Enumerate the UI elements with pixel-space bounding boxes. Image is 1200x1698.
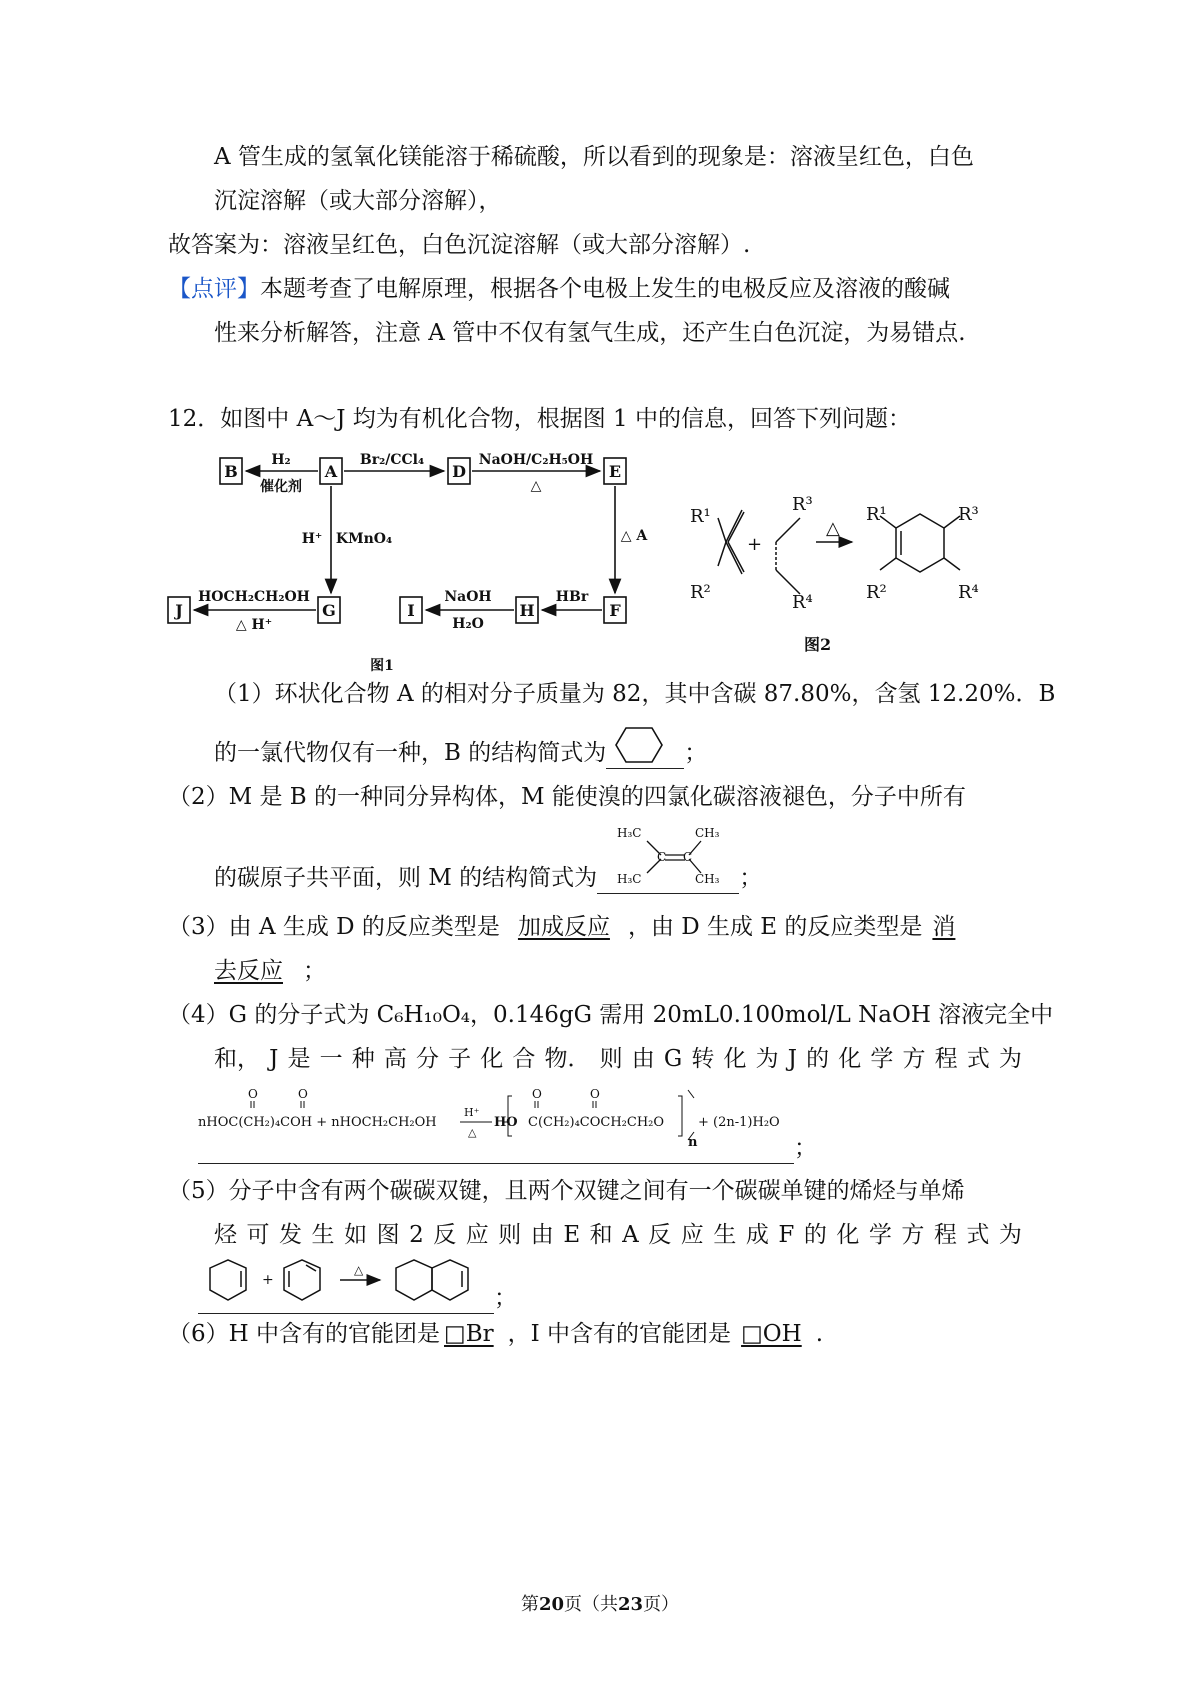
q4-word: G [663,1046,683,1072]
q1-answer-blank [606,738,684,769]
f2-r4-left: R⁴ [792,592,813,613]
q6-text-1: （6）H 中含有的官能团是 [168,1321,441,1347]
q6-text-2: ，I 中含有的官能团是 [507,1321,732,1347]
q4-word: 学 [870,1046,894,1072]
q3-line-1 [168,911,955,943]
label-kmno4: KMnO₄ [335,531,393,547]
q5-word: A [622,1222,639,1248]
q5-word: 为 [998,1222,1022,1248]
f2-r3-left: R³ [792,494,813,515]
node-f: F [609,601,621,620]
q3-text-2: ，由 D 生成 E 的反应类型是 [627,914,923,940]
q4-word: 高 [383,1046,407,1072]
q4-word: 由 [631,1046,655,1072]
q5-word: 学 [868,1222,892,1248]
eq5-heat: △ [354,1263,364,1277]
text-line-1: A 管生成的氢氧化镁能溶于稀硫酸，所以看到的现象是：溶液呈红色，白色 [214,144,974,170]
q6-line [168,1318,823,1350]
q4-word: 方 [902,1046,926,1072]
label-hbr: HBr [555,589,589,605]
m-h3c-bottom: H₃C [617,872,642,886]
q5-line-1: （5）分子中含有两个碳碳双键，且两个双键之间有一个碳碳单键的烯烃与单烯 [168,1178,965,1204]
eq4-o-4: O [590,1087,600,1101]
q5-word: E [563,1222,581,1248]
label-heat-a: △ A [620,528,648,544]
q5-word: F [778,1222,795,1248]
q4-word: J [269,1046,279,1072]
m-ch3-bottom: CH₃ [695,872,720,886]
q6-answer-1: □Br [444,1321,494,1347]
q2-answer-blank [597,826,739,894]
q6-period: . [815,1321,824,1347]
label-h2: H₂ [271,452,291,468]
f2-r3-right: R³ [958,504,979,525]
q4-word: 为 [755,1046,779,1072]
f2-r1-left: R¹ [690,506,711,527]
f2-r1-right: R¹ [866,504,887,525]
q4-word: 式 [966,1046,990,1072]
q5-word: 式 [966,1222,990,1248]
label-hplus: H⁺ [301,531,323,547]
q3-text-1: （3）由 A 生成 D 的反应类型是 [168,914,500,940]
footer-mid: 页（共 [564,1594,618,1615]
f2-r4-right: R⁴ [958,582,979,603]
q1-line-1: （1）环状化合物 A 的相对分子质量为 82，其中含碳 87.80%，含氢 12.20%．B [214,681,1056,707]
eq4-reactants: nHOC(CH₂)₄COH + nHOCH₂CH₂OH [198,1115,437,1130]
eq4-o-2: O [298,1087,308,1101]
m-h3c-top: H₃C [617,826,642,840]
eq4-ho: HO [494,1115,518,1130]
label-heat-de: △ [530,478,542,494]
f2-plus: + [747,534,763,555]
q4-answer-line [198,1132,817,1164]
q5-line-2 [214,1219,1022,1251]
q3-semicolon: ； [303,958,326,984]
label-naoh: NaOH [444,589,492,605]
figure-2 [680,480,990,660]
label-glycol: HOCH₂CH₂OH [198,589,310,605]
q5-word: 应 [465,1222,489,1248]
eq5-plus: + [262,1272,274,1288]
q5-word: 程 [933,1222,957,1248]
q4-word: 化 [723,1046,747,1072]
q4-word: 则 [599,1046,623,1072]
q4-semicolon: ； [794,1135,817,1161]
q4-word: J [787,1046,797,1072]
q3-answer-1: 加成反应 [517,914,610,940]
m-ch3-top: CH₃ [695,826,720,840]
footer-post: 页） [643,1594,680,1615]
eq4-subscript-n: n [688,1135,698,1148]
page-footer [0,1590,1200,1616]
q5-word: 的 [803,1222,827,1248]
q5-word: 由 [530,1222,554,1248]
node-e: E [608,462,622,481]
q5-word: 发 [279,1222,303,1248]
node-h: H [519,601,535,620]
text-line-answer: 故答案为：溶液呈红色，白色沉淀溶解（或大部分溶解）. [168,232,751,258]
q1-text: 的一氯代物仅有一种，B 的结构简式为 [214,740,607,766]
cyclohexane-structure [614,724,664,766]
q2-line-1: （2）M 是 B 的一种同分异构体，M 能使溴的四氯化碳溶液褪色，分子中所有 [168,784,966,810]
q4-answer-blank [198,1143,794,1164]
figure-1-caption: 图1 [370,658,394,674]
q6-answer-2: □OH [741,1321,802,1347]
figure-2-caption: 图2 [804,635,832,654]
q5-answer-blank [198,1291,494,1314]
node-j: J [175,601,183,620]
q4-word: 化 [838,1046,862,1072]
q1-line-2 [214,737,707,769]
q4-word: 程 [934,1046,958,1072]
q5-word: 应 [680,1222,704,1248]
q4-word: 分 [415,1046,439,1072]
q5-semicolon: ； [494,1285,517,1311]
node-a: A [324,462,338,481]
review-text: 本题考查了电解原理，根据各个电极上发生的电极反应及溶液的酸碱 [260,276,950,302]
node-i: I [407,601,415,620]
q5-word: 生 [713,1222,737,1248]
eq4-water: + (2n-1)H₂O [698,1115,780,1130]
q4-line-2 [214,1043,1022,1075]
f2-r2-right: R² [866,582,887,603]
q4-word: 子 [448,1046,472,1072]
q2-text: 的碳原子共平面，则 M 的结构简式为 [214,865,598,891]
q5-word: 2 [409,1222,424,1248]
q5-word: 方 [901,1222,925,1248]
m-c-left: C [657,850,667,864]
q5-word: 烃 [214,1222,237,1248]
q3-answer-2a: 消 [932,914,956,940]
label-naoh-ethanol: NaOH/C₂H₅OH [478,452,594,468]
q5-answer-line [198,1282,517,1314]
label-br2-ccl4: Br₂/CCl₄ [359,452,425,468]
review-line-2: 性来分析解答，注意 A 管中不仅有氢气生成，还产生白色沉淀，为易错点. [214,320,966,346]
q1-semicolon: ； [684,740,708,766]
label-h2o: H₂O [452,616,484,632]
node-d: D [452,462,466,481]
q4-word: 合 [512,1046,536,1072]
q5-word: 化 [836,1222,860,1248]
q2-line-2 [214,826,763,894]
q5-word: 反 [433,1222,457,1248]
q4-word: 转 [691,1046,715,1072]
label-heat-hplus: △ H⁺ [235,617,273,633]
q4-word: 一 [319,1046,343,1072]
text-line-2: 沉淀溶解（或大部分溶解）， [214,188,502,214]
q4-word: 化 [480,1046,504,1072]
q5-word: 生 [311,1222,335,1248]
review-line [168,273,950,305]
review-tag: 【点评】 [168,276,260,302]
question-stem: 12．如图中 A～J 均为有机化合物，根据图 1 中的信息，回答下列问题： [168,406,911,432]
eq4-repeat-unit: C(CH₂)₄COCH₂CH₂O [528,1115,665,1130]
eq4-o-3: O [532,1087,542,1101]
q5-word: 可 [246,1222,270,1248]
q5-word: 图 [376,1222,400,1248]
q5-word: 反 [648,1222,672,1248]
q4-word: 种 [351,1046,375,1072]
q4-word: 和， [214,1046,260,1072]
footer-page-number: 20 [538,1594,564,1615]
m-c-right: C [683,850,693,864]
q4-word: 的 [806,1046,830,1072]
q5-word: 和 [589,1222,613,1248]
q5-word: 成 [745,1222,769,1248]
q3-line-2 [214,955,326,987]
f2-heat: △ [826,518,840,539]
q2-semicolon: ； [739,865,763,891]
q4-word: 物． [544,1046,591,1072]
label-catalyst: 催化剂 [260,479,302,495]
footer-pre: 第 [520,1594,539,1615]
q5-word: 则 [498,1222,522,1248]
tetramethylethylene-structure [615,823,725,889]
q4-word: 为 [998,1046,1022,1072]
node-g: G [322,601,336,620]
node-b: B [224,462,238,481]
q4-line-1: （4）G 的分子式为 C₆H₁₀O₄，0.146gG 需用 20mL0.100mol/L NaOH 溶液完全中 [168,1002,1054,1028]
eq4-o-1: O [248,1087,258,1101]
q4-word: 是 [287,1046,311,1072]
footer-total-pages: 23 [618,1594,644,1615]
f2-r2-left: R² [690,582,711,603]
eq4-catalyst: H⁺ [464,1106,480,1119]
q3-answer-2b: 去反应 [214,958,283,984]
q5-word: 如 [344,1222,368,1248]
eq4-heat: △ [468,1126,477,1139]
figure-1 [160,448,650,678]
